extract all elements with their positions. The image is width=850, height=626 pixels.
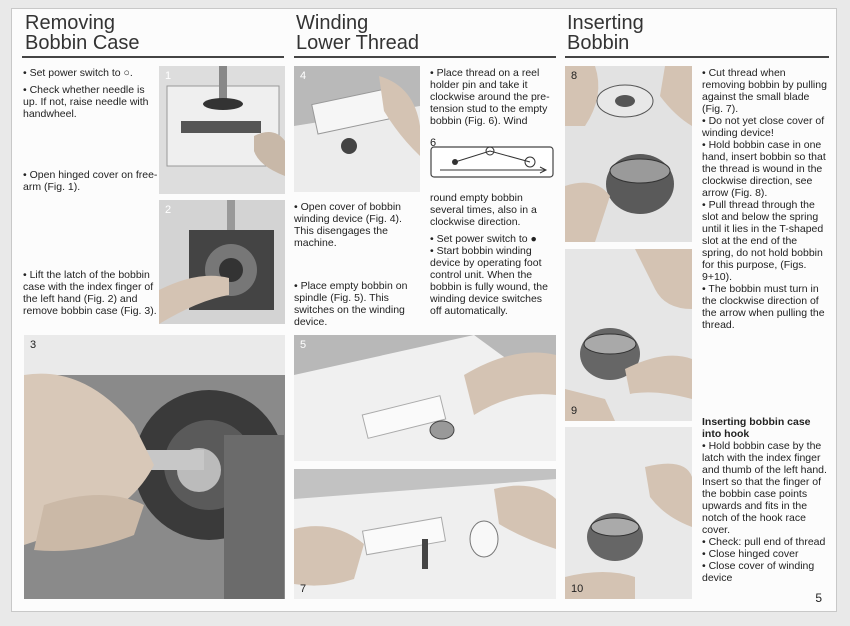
page-number: 5 (815, 591, 822, 605)
figure-10-number: 10 (571, 583, 584, 595)
figure-8-photo (565, 66, 692, 242)
figure-9-photo (565, 249, 692, 421)
figure-4-number: 4 (300, 70, 307, 82)
subheading-inserting-bobbin-case: Inserting bobbin case into hook (702, 416, 811, 440)
figure-1-number: 1 (165, 70, 172, 82)
figure-6-number: 6 (430, 137, 437, 149)
heading-removing-bobbin-case: Removing Bobbin Case (25, 12, 140, 54)
figure-3-number: 3 (30, 339, 37, 351)
figure-5-number: 5 (300, 339, 307, 351)
figure-2-photo (159, 200, 285, 324)
text-block-cut-thread: • Cut thread when removing bobbin by pulling against the small blade (Fig. 7). • Do not yet close cover of winding device! • Hold bobbin case in one hand, insert bobbin so that the thread is wound in the clockwise direction, see arrow (Fig. 8). • Pull thread through the slot and below the spring until it lies in the T-shaped slot at the end of the spring, do not hold bobbin for this purpose, (Figs. 9+10). • The bobbin must turn in the clockwise direction of the arrow when pulling the thread. (702, 67, 827, 331)
heading-rule-1 (22, 56, 284, 58)
text-block-wind-continue: round empty bobbin several times, also in a clockwise direction. • Set power switch to ● • Start bobbin winding device by operating foot control unit. When the bobbin is fully wound, the winding device switches off automatically. (430, 192, 548, 317)
figure-4-photo (294, 66, 420, 192)
figure-10-photo (565, 427, 692, 599)
text-block-lift-latch: • Lift the latch of the bobbin case with the index finger of the left hand (Fig. 2) and remove bobbin case (Fig. 3). (23, 269, 157, 317)
figure-7-number: 7 (300, 583, 307, 595)
figure-2-number: 2 (165, 204, 172, 216)
figure-7-photo (294, 469, 556, 599)
heading-rule-2 (294, 56, 556, 58)
figure-8-number: 8 (571, 70, 578, 82)
text-block-place-bobbin: • Place empty bobbin on spindle (Fig. 5). This switches on the winding device. (294, 280, 408, 328)
heading-winding-lower-thread: Winding Lower Thread (296, 12, 420, 54)
text-block-insert-case: Inserting bobbin case into hook • Hold bobbin case by the latch with the index finger and thumb of the left hand. Insert so that the finger of the bobbin case points upwards and fits in the notch of the hook race cover. • Check: pull end of thread • Close hinged cover • Close cover of winding device (702, 416, 830, 589)
figure-6-diagram (430, 137, 556, 189)
heading-inserting-bobbin: Inserting Bobbin (567, 12, 644, 54)
text-block-power-needle: • Set power switch to ○. • Check whether needle is up. If not, raise needle with handwheel. (23, 67, 149, 120)
manual-page (11, 8, 837, 612)
heading-rule-3 (565, 56, 829, 58)
text-block-place-thread: • Place thread on a reel holder pin and take it clockwise around the pre-tension stud to the empty bobbin (Fig. 6). Wind (430, 67, 550, 127)
text-block-open-winding-cover: • Open cover of bobbin winding device (Fig. 4). This disengages the machine. (294, 201, 402, 249)
figure-3-photo (24, 335, 285, 599)
text-block-open-cover: • Open hinged cover on free-arm (Fig. 1). (23, 169, 158, 193)
figure-5-photo (294, 335, 556, 461)
figure-1-photo (159, 66, 285, 194)
figure-9-number: 9 (571, 405, 578, 417)
